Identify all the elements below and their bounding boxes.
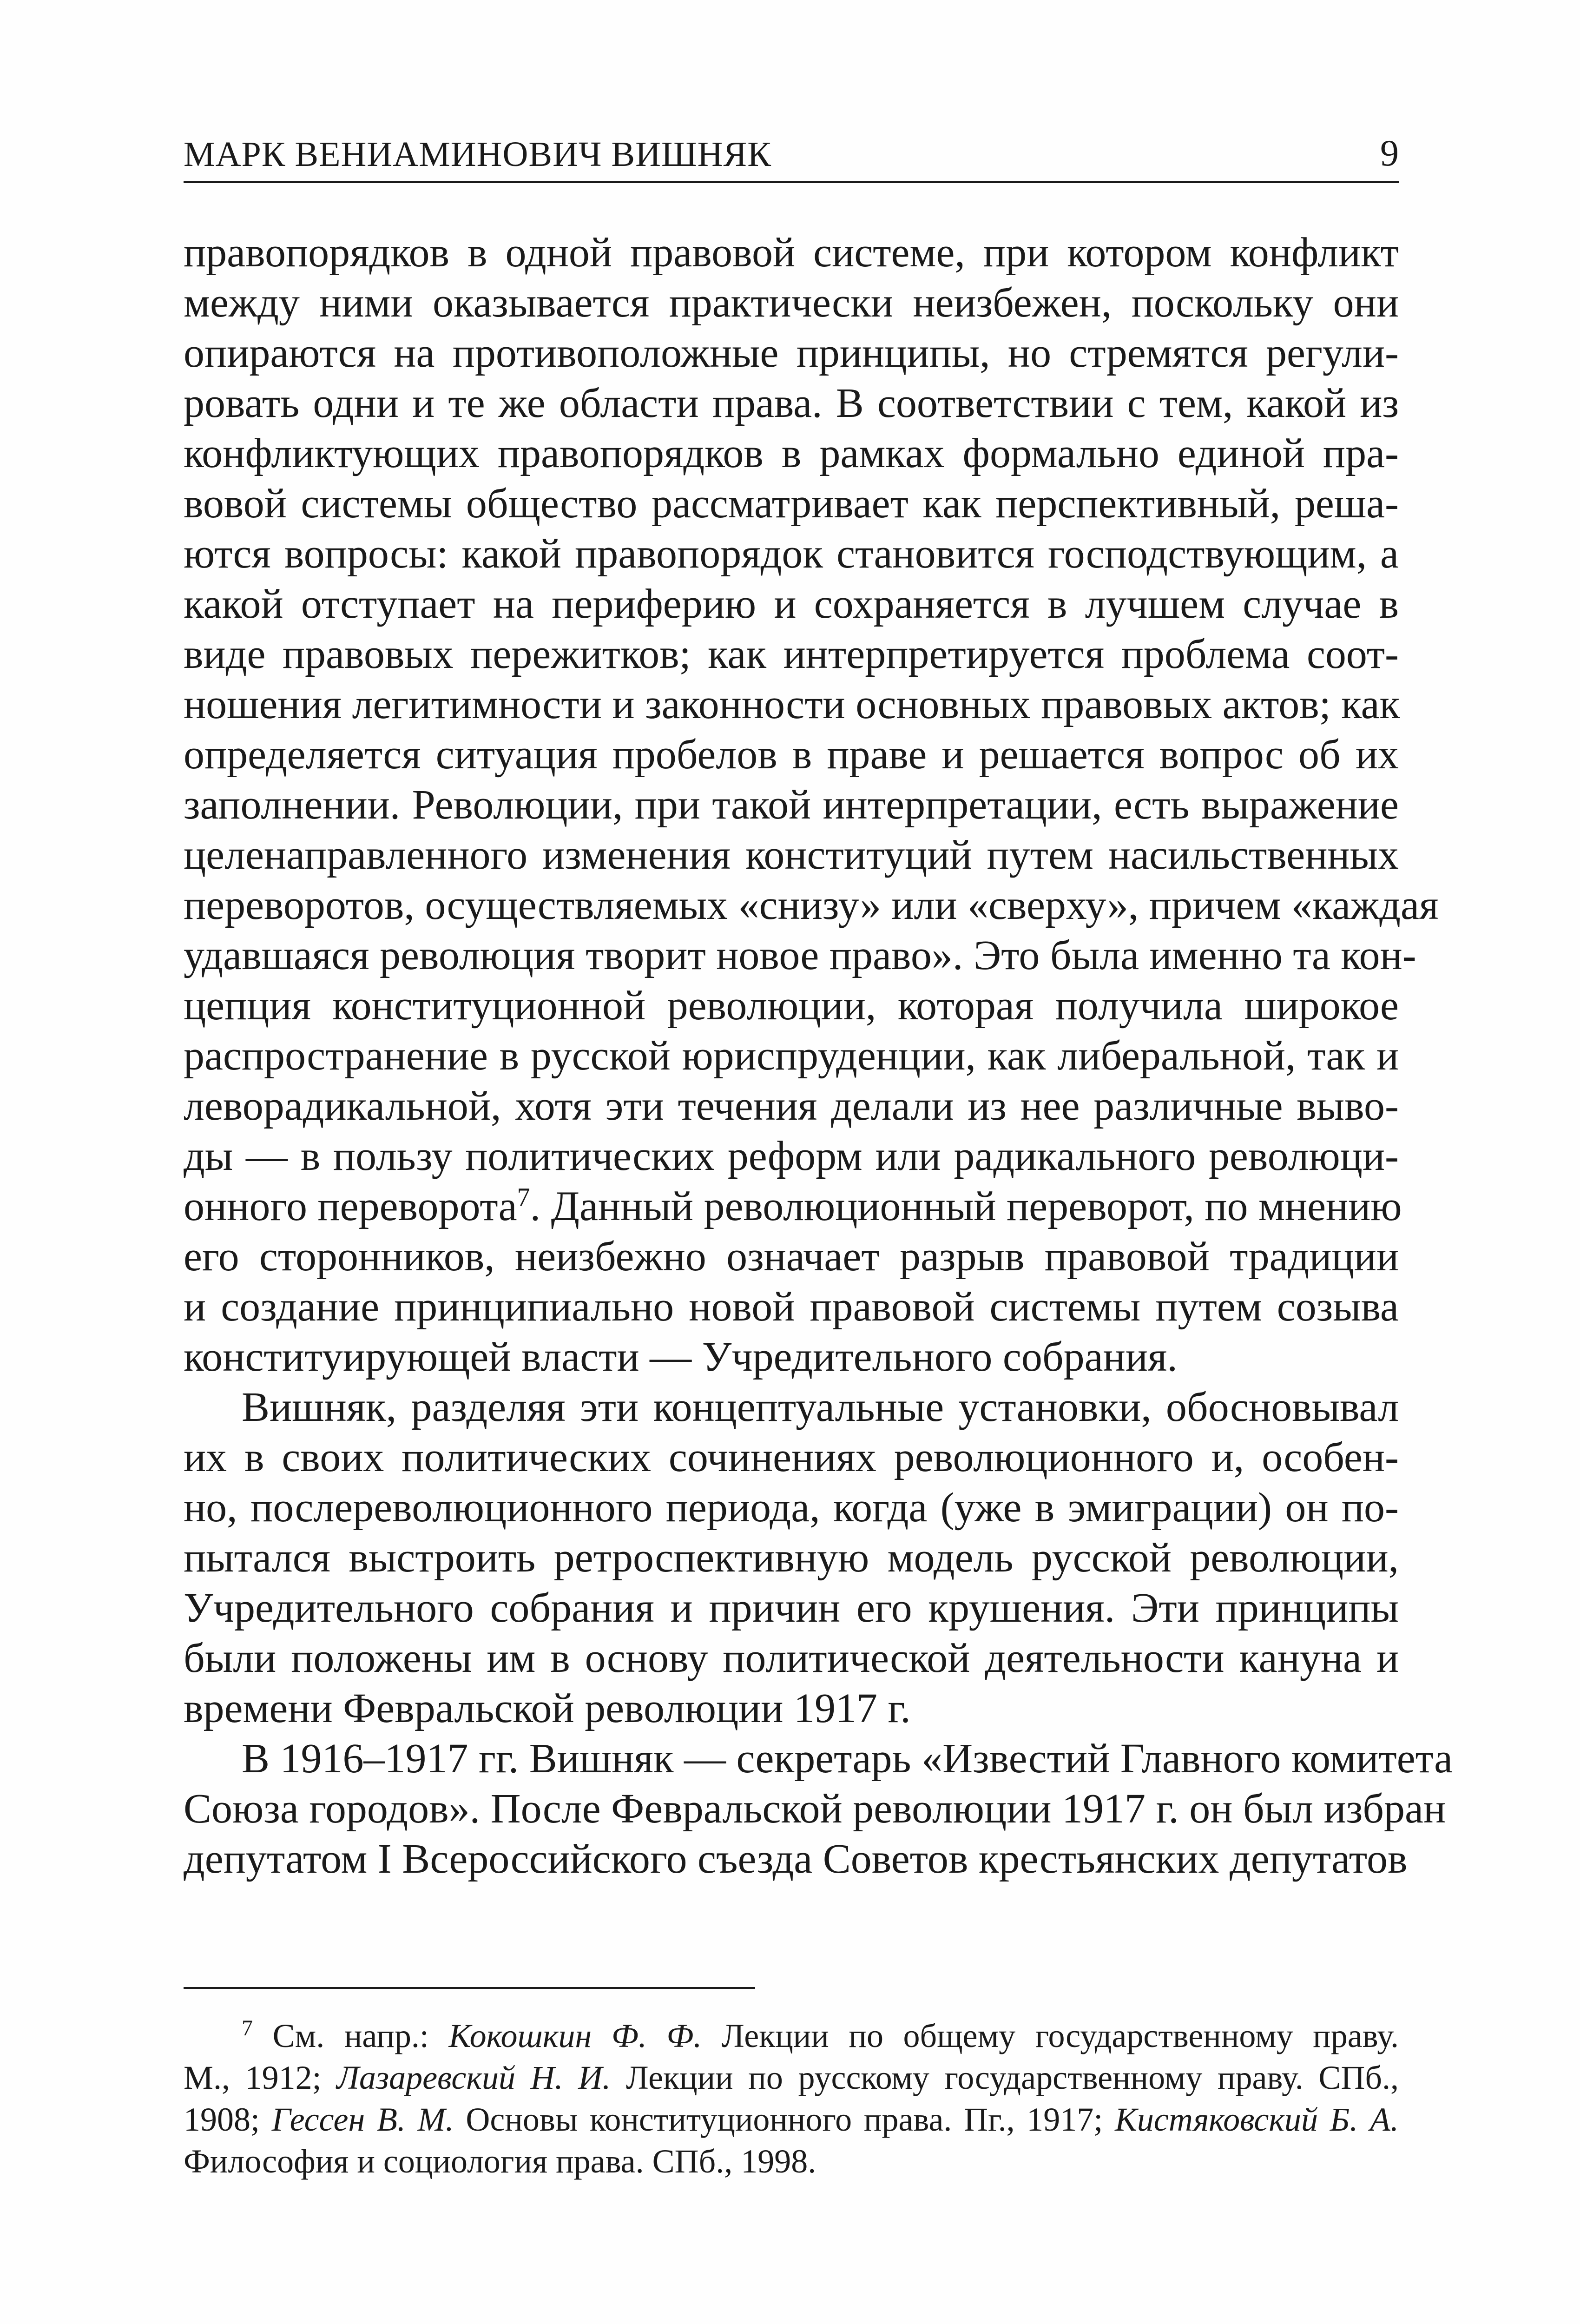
text-line: правопорядков в одной правовой системе, при котором конфликт — [184, 230, 1399, 276]
text-line: ды — в пользу политических реформ или радикального революци- — [184, 1133, 1399, 1179]
text-segment: Основы конституционного права. Пг., 1917; — [454, 2101, 1115, 2138]
text-line: Учредительного собрания и причин его крушения. Эти принципы — [184, 1585, 1399, 1631]
text-line: цепция конституционной революции, которая получила широкое — [184, 983, 1399, 1029]
text-line: времени Февральской революции 1917 г. — [184, 1685, 911, 1731]
text-line: опираются на противоположные принципы, но стремятся регули- — [184, 330, 1399, 376]
text-line: пытался выстроить ретроспективную модель русской революции, — [184, 1535, 1399, 1581]
body-text — [184, 228, 1453, 1884]
text-segment: См. напр.: — [253, 2017, 449, 2054]
text-line: переворотов, осуществляемых «снизу» или «сверху», причем «каждая — [184, 882, 1439, 928]
text-line: вовой системы общество рассматривает как перспективный, реша- — [184, 481, 1399, 527]
text-line: ношения легитимности и законности основных правовых актов; как — [184, 681, 1400, 727]
text-line: депутатом I Всероссийского съезда Советов крестьянских депутатов — [184, 1836, 1408, 1882]
author-name: Гессен В. М. — [271, 2101, 454, 2138]
text-segment: Лекции по русскому государственному праву. СПб., — [611, 2059, 1399, 2096]
text-line: конституирующей власти — Учредительного собрания. — [184, 1334, 1178, 1380]
text-line: определяется ситуация пробелов в праве и решается вопрос об их — [184, 732, 1399, 778]
text-line: Вишняк, разделяя эти концептуальные установки, обосновывал — [242, 1384, 1399, 1430]
footnote-divider — [184, 1987, 755, 1989]
text-line: ровать одни и те же области права. В соответствии с тем, какой из — [184, 380, 1399, 426]
text-line: конфликтующих правопорядков в рамках формально единой пра- — [184, 430, 1399, 476]
text-line: виде правовых пережитков; как интерпретируется проблема соот- — [184, 631, 1399, 677]
text-line: распространение в русской юриспруденции, как либеральной, так и — [184, 1033, 1399, 1079]
text-line: целенаправленного изменения конституций путем насильственных — [184, 832, 1399, 878]
text-line: ются вопросы: какой правопорядок становится господствующим, а — [184, 531, 1399, 577]
text-line: но, послереволюционного периода, когда (уже в эмиграции) он по- — [184, 1485, 1399, 1531]
footnote-line — [184, 2057, 1399, 2099]
text-line: удавшаяся революция творит новое право». Это была именно та кон- — [184, 932, 1416, 978]
author-name: Кокошкин Ф. Ф. — [448, 2017, 702, 2054]
footnote-number: 7 — [242, 2016, 253, 2040]
text-line-with-footnote-ref — [184, 1182, 1402, 1232]
text-line: и создание принципиально новой правовой системы путем созыва — [184, 1284, 1399, 1330]
footnote — [184, 2015, 1399, 2182]
running-title: МАРК ВЕНИАМИНОВИЧ ВИШНЯК — [184, 135, 771, 174]
text-segment: Лекции по общему государственному праву. — [702, 2017, 1399, 2054]
text-line: заполнении. Революции, при такой интерпретации, есть выражение — [184, 782, 1399, 828]
text-segment: . Данный революционный переворот, по мнению — [530, 1183, 1402, 1229]
page-number: 9 — [1380, 133, 1399, 174]
text-line: его сторонников, неизбежно означает разрыв правовой традиции — [184, 1234, 1399, 1280]
text-line: Союза городов». После Февральской революции 1917 г. он был избран — [184, 1786, 1446, 1832]
text-line: какой отступает на периферию и сохраняется в лучшем случае в — [184, 581, 1399, 627]
footnote-line — [184, 2015, 1399, 2057]
text-segment: онного переворота — [184, 1183, 517, 1229]
text-line: между ними оказывается практически неизбежен, поскольку они — [184, 280, 1399, 326]
footnote-line: Философия и социология права. СПб., 1998. — [184, 2143, 816, 2180]
text-line: леворадикальной, хотя эти течения делали из нее различные выво- — [184, 1083, 1399, 1129]
text-line: В 1916–1917 гг. Вишняк — секретарь «Известий Главного комитета — [242, 1736, 1453, 1782]
text-line: были положены им в основу политической деятельности кануна и — [184, 1635, 1399, 1681]
text-segment: М., 1912; — [184, 2059, 337, 2096]
author-name: Кистяковский Б. А. — [1115, 2101, 1399, 2138]
author-name: Лазаревский Н. И. — [336, 2059, 611, 2096]
running-head — [184, 135, 1399, 183]
footnote-line — [184, 2099, 1399, 2140]
text-segment: 1908; — [184, 2101, 272, 2138]
footnote-reference[interactable]: 7 — [517, 1183, 530, 1212]
text-line: их в своих политических сочинениях революционного и, особен- — [184, 1434, 1399, 1480]
